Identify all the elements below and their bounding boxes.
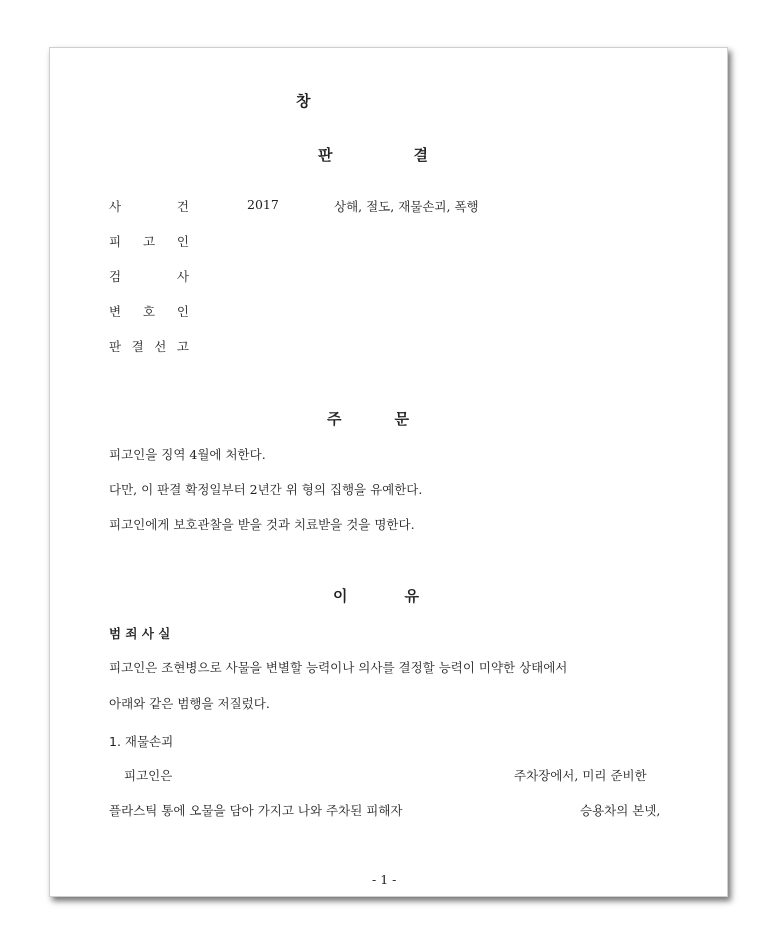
meta-sentencing-label-char: 고 bbox=[176, 339, 189, 354]
meta-prosecutor-label-char: 사 bbox=[176, 269, 189, 284]
reason-heading-char-1: 이 bbox=[333, 587, 348, 605]
meta-sentencing-label-char: 선 bbox=[154, 339, 167, 354]
judgment-heading-char-2: 결 bbox=[413, 146, 428, 164]
facts-title: 범 죄 사 실 bbox=[109, 626, 171, 641]
meta-counsel-label-char: 호 bbox=[142, 304, 156, 319]
meta-prosecutor-label-char: 검 bbox=[109, 269, 122, 284]
reason-heading-char-2: 유 bbox=[404, 587, 419, 605]
meta-counsel-row bbox=[109, 302, 189, 320]
meta-defendant-label bbox=[109, 232, 189, 250]
order-line-3: 피고인에게 보호관찰을 받을 것과 치료받을 것을 명한다. bbox=[109, 517, 415, 532]
case-number: 2017 bbox=[247, 197, 279, 212]
meta-sentencing-label-char: 결 bbox=[131, 339, 144, 354]
reason-heading bbox=[333, 585, 419, 606]
item-1-line-2-right: 승용차의 본넷, bbox=[580, 803, 661, 818]
meta-defendant-label-char: 고 bbox=[142, 234, 156, 249]
item-1-title: 1. 재물손괴 bbox=[109, 734, 174, 749]
item-1-line-1-left: 피고인은 bbox=[124, 768, 173, 783]
item-1-line-2-left: 플라스틱 통에 오물을 담아 가지고 나와 주차된 피해자 bbox=[109, 803, 403, 818]
meta-counsel-label-char: 변 bbox=[109, 304, 122, 319]
meta-defendant-label-char: 피 bbox=[109, 234, 122, 249]
order-heading bbox=[327, 408, 409, 429]
facts-line-2: 아래와 같은 범행을 저질렀다. bbox=[109, 696, 270, 711]
meta-defendant-label-char: 인 bbox=[176, 234, 189, 249]
meta-case-label-char: 건 bbox=[176, 199, 189, 214]
meta-defendant-row bbox=[109, 232, 189, 250]
meta-prosecutor-row bbox=[109, 267, 189, 285]
meta-counsel-label-char: 인 bbox=[176, 304, 189, 319]
judgment-heading-char-1: 판 bbox=[318, 146, 333, 164]
meta-case-label bbox=[109, 197, 189, 215]
document-page bbox=[49, 47, 728, 897]
meta-sentencing-label-char: 판 bbox=[109, 339, 122, 354]
meta-counsel-label bbox=[109, 302, 189, 320]
order-line-1: 피고인을 징역 4월에 처한다. bbox=[109, 447, 266, 462]
order-heading-char-2: 문 bbox=[394, 410, 409, 428]
case-name: 상해, 절도, 재물손괴, 폭행 bbox=[334, 199, 479, 214]
meta-sentencing-row bbox=[109, 337, 189, 355]
order-line-2: 다만, 이 판결 확정일부터 2년간 위 형의 집행을 유예한다. bbox=[109, 482, 423, 497]
order-heading-char-1: 주 bbox=[327, 410, 342, 428]
meta-sentencing-label bbox=[109, 337, 189, 355]
judgment-heading bbox=[318, 144, 428, 165]
meta-case-label-char: 사 bbox=[109, 199, 122, 214]
facts-line-1: 피고인은 조현병으로 사물을 변별할 능력이나 의사를 결정할 능력이 미약한 상태에서 bbox=[109, 660, 568, 675]
meta-prosecutor-label bbox=[109, 267, 189, 285]
court-name: 창 bbox=[296, 92, 311, 110]
item-1-line-1-right: 주차장에서, 미리 준비한 bbox=[514, 768, 647, 783]
page-number: - 1 - bbox=[372, 872, 397, 887]
meta-case-row bbox=[109, 197, 189, 215]
